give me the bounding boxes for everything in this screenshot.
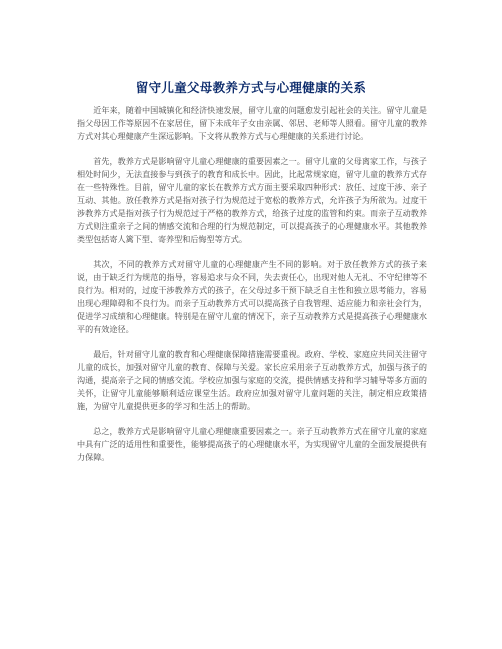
paragraph-last: 最后，针对留守儿童的教育和心理健康保障措施需要重视。政府、学校、家庭应共同关注留守儿童的成长，加强对留守儿童的教育、保障与关爱。家长应采用亲子互动教养方式，加强与孩子的沟通，提高亲子之间的情感交流。学校应加强与家庭的交流，提供情感支持和学习辅导等多方面的关怀，让留守儿童能够顺利适应课堂生活。政府应加强对留守儿童问题的关注，制定相应政策措施，为留守儿童提供更多的学习和生活上的帮助。 xyxy=(77,349,427,411)
paragraph-intro: 近年来，随着中国城镇化和经济快速发展，留守儿童的问题愈发引起社会的关注。留守儿童是指父母因工作等原因不在家居住，留下未成年子女由亲属、邻居、老师等人照看。留守儿童的教养方式对其心理健康产生深远影响。下文将从教养方式与心理健康的关系进行讨论。 xyxy=(77,105,427,141)
document-title: 留守儿童父母教养方式与心理健康的关系 xyxy=(135,80,367,95)
paragraph-second: 其次，不同的教养方式对留守儿童的心理健康产生不同的影响。对于放任教养方式的孩子来说，由于缺乏行为规范的指导，容易追求与众不同，失去责任心，出现对他人无礼、不守纪律等不良行为。相对的，过度干涉教养方式的孩子，在父母过多干预下缺乏自主性和独立思考能力，容易出现心理障碍和不良行为。而亲子互动教养方式可以提高孩子自我管理、适应能力和亲社会行为，促进学习成绩和心理健康。特别是在留守儿童的情况下，亲子互动教养方式是提高孩子心理健康水平的有效途径。 xyxy=(77,259,427,334)
document-body xyxy=(77,104,427,476)
paragraph-first: 首先，教养方式是影响留守儿童心理健康的重要因素之一。留守儿童的父母离家工作，与孩子相处时间少，无法直接参与到孩子的教育和成长中。因此，比起常规家庭，留守儿童的教养方式存在一些特殊性。目前，留守儿童的家长在教养方式方面主要采取四种形式：放任、过度干涉、亲子互动、其他。放任教养方式是指对孩子行为规范过于宽松的教养方式，允许孩子为所欲为。过度干涉教养方式是指对孩子行为规范过于严格的教养方式，给孩子过度的监管和约束。而亲子互动教养方式则注重亲子之间的情感交流和合理的行为规范制定，可以提高孩子的心理健康水平。其他教养类型包括寄人篱下型、寄养型和后悔型等方式。 xyxy=(77,156,427,244)
paragraph-conclusion: 总之，教养方式是影响留守儿童心理健康重要因素之一。亲子互动教养方式在留守儿童的家庭中具有广泛的适用性和重要性，能够提高孩子的心理健康水平，为实现留守儿童的全面发展提供有力保障。 xyxy=(77,426,427,462)
